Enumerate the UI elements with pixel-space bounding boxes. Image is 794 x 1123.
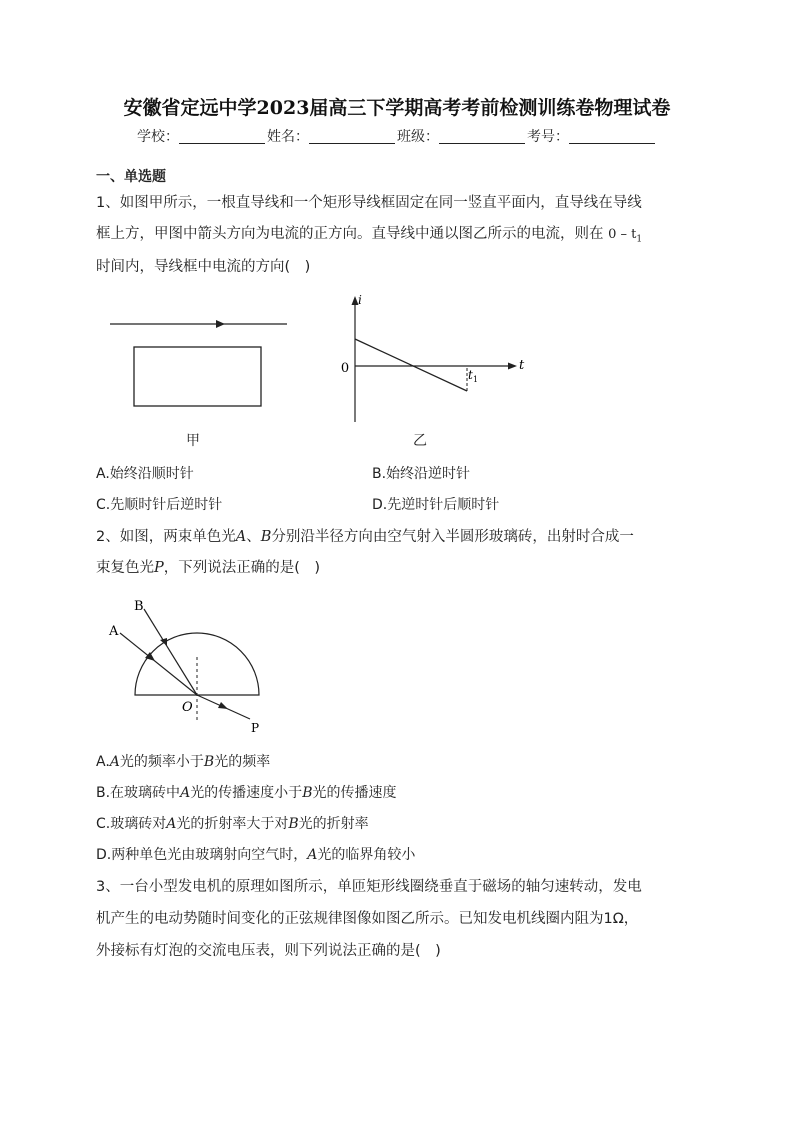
q2-var-p: P: [154, 560, 164, 576]
q2-line1-mid: 、: [246, 529, 261, 545]
rectangular-loop: [134, 347, 261, 406]
q2-opt-d-post: 光的临界角较小: [317, 847, 416, 863]
q1-line3: 时间内，导线框中电流的方向( ): [96, 259, 311, 275]
q2-line2-pre: 束复色光: [96, 560, 154, 576]
origin-label: 0: [340, 361, 350, 376]
q2-opt-b-v1: A: [180, 785, 191, 801]
figure-jia: [100, 310, 300, 420]
ray-b-label: B: [134, 599, 144, 614]
q1-line2-text: 框上方，甲图中箭头方向为电流的正方向。直导线中通以图乙所示的电流，则在: [96, 226, 604, 242]
q1-option-c[interactable]: C.先顺时针后逆时针: [96, 497, 223, 513]
q2-var-b: B: [260, 529, 272, 545]
q1-time-sub: 1: [636, 234, 643, 245]
q2-opt-b-v2: B: [302, 785, 313, 801]
i-axis-label: i: [358, 293, 362, 307]
q3-line1: 3、一台小型发电机的原理如图所示，单匝矩形线圈绕垂直于磁场的轴匀速转动，发电: [96, 879, 642, 895]
q2-opt-d-pre: D.两种单色光由玻璃射向空气时，: [96, 847, 308, 863]
figure-jia-label: 甲: [186, 433, 200, 449]
q2-line2-post: ，下列说法正确的是( ): [163, 560, 321, 576]
q2-opt-c-v2: B: [288, 816, 299, 832]
t-axis-label: t: [519, 358, 525, 373]
t-axis-arrow-icon: [508, 363, 517, 370]
q1-time-math: 0 – t: [608, 227, 637, 242]
q2-opt-a-post: 光的频率: [214, 754, 271, 770]
q2-opt-c-mid: 光的折射率大于对: [176, 816, 289, 832]
q2-opt-c-post: 光的折射率: [298, 816, 369, 832]
t1-sub-label: 1: [473, 375, 479, 384]
q2-option-c[interactable]: [96, 813, 369, 833]
section-heading: 一、单选题: [96, 169, 166, 185]
figure-yi-label: 乙: [413, 433, 427, 449]
ray-a-label: A: [109, 624, 119, 639]
q2-line2: [96, 556, 320, 577]
q2-opt-a-pre: A.: [96, 754, 110, 770]
q3-line3: 外接标有灯泡的交流电压表，则下列说法正确的是( ): [96, 943, 441, 959]
figure-yi-graph: [335, 290, 535, 430]
q2-opt-b-pre: B.在玻璃砖中: [96, 785, 181, 801]
q1-line2: [96, 222, 642, 245]
q2-opt-b-post: 光的传播速度: [312, 785, 397, 801]
q1-line1: 1、如图甲所示，一根直导线和一个矩形导线框固定在同一竖直平面内，直导线在导线: [96, 195, 642, 211]
point-o-label: O: [182, 700, 193, 715]
student-info-row: [0, 126, 794, 146]
number-label: 考号：: [527, 129, 569, 145]
ray-p-label: P: [251, 721, 260, 735]
q2-option-a[interactable]: [96, 751, 270, 771]
q2-opt-d-v1: A: [307, 847, 318, 863]
q2-opt-a-v2: B: [203, 754, 215, 770]
ray-a: [120, 633, 197, 695]
class-blank[interactable]: [439, 129, 525, 144]
ray-p-arrow-icon: [218, 702, 228, 709]
q1-option-a[interactable]: A.始终沿顺时针: [96, 466, 194, 482]
q2-opt-c-v1: A: [166, 816, 177, 832]
page-title: 安徽省定远中学2023届高三下学期高考考前检测训练卷物理试卷: [123, 97, 671, 119]
figure-glass-brick: [100, 595, 280, 740]
current-arrow-icon: [216, 320, 225, 328]
q3-line2: 机产生的电动势随时间变化的正弦规律图像如图乙所示。已知发电机线圈内阻为1Ω，: [96, 911, 639, 927]
q2-option-d[interactable]: [96, 844, 415, 864]
current-line: [355, 339, 467, 391]
q2-line1-post: 分别沿半径方向由空气射入半圆形玻璃砖，出射时合成一: [271, 529, 634, 545]
school-label: 学校：: [137, 129, 179, 145]
t1-label: t: [468, 368, 473, 382]
q2-line1-pre: 2、如图，两束单色光: [96, 529, 236, 545]
name-blank[interactable]: [309, 129, 395, 144]
q1-time-range: [608, 227, 643, 245]
number-blank[interactable]: [569, 129, 655, 144]
q2-option-b[interactable]: [96, 782, 396, 802]
name-label: 姓名：: [267, 129, 309, 145]
q2-opt-b-mid: 光的传播速度小于: [190, 785, 303, 801]
q2-opt-c-pre: C.玻璃砖对: [96, 816, 167, 832]
q2-opt-a-mid: 光的频率小于: [119, 754, 204, 770]
q2-var-a: A: [235, 529, 247, 545]
q2-opt-a-v1: A: [109, 754, 120, 770]
class-label: 班级：: [397, 129, 439, 145]
q2-line1: [96, 525, 634, 546]
q1-option-d[interactable]: D.先逆时针后顺时针: [372, 497, 500, 513]
school-blank[interactable]: [179, 129, 265, 144]
q1-option-b[interactable]: B.始终沿逆时针: [372, 466, 471, 482]
